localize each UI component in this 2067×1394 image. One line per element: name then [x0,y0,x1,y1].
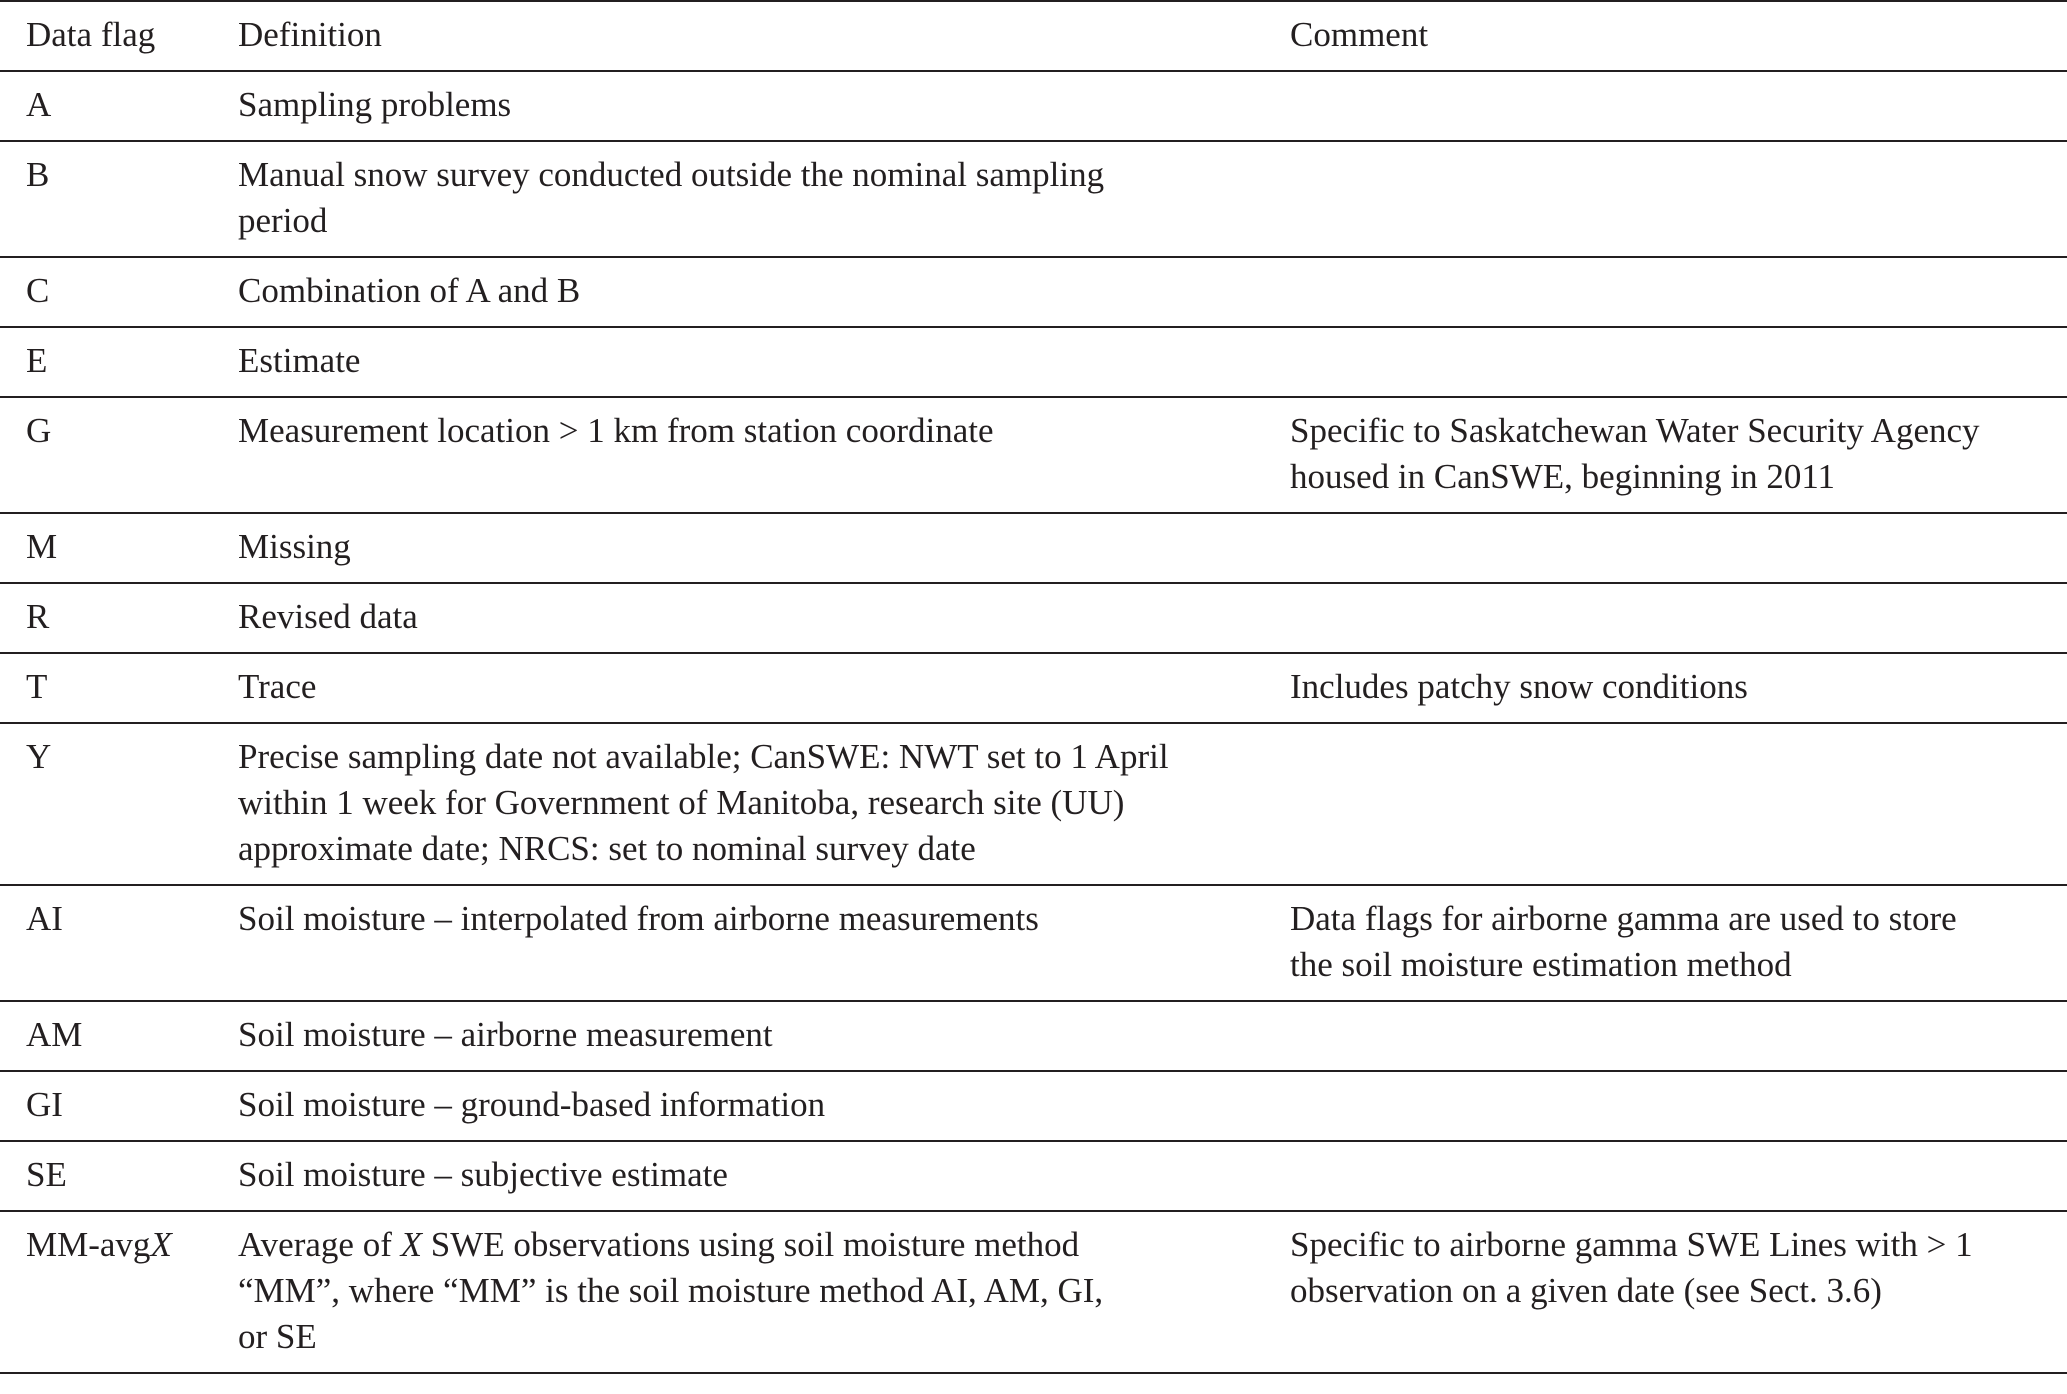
table-row [0,1141,2067,1211]
definition-cell: Measurement location > 1 km from station coordinate [238,411,994,450]
comment-cell [1290,141,2067,257]
header-data-flag: Data flag [26,15,156,54]
definition-variable: X [400,1225,422,1264]
definition-cell: Soil moisture – ground-based information [238,1085,826,1124]
definition-cell: Revised data [238,597,418,636]
flag-variable: X [150,1225,172,1264]
definition-cell: Estimate [238,341,361,380]
definition-cell: Soil moisture – interpolated from airborne measurements [238,899,1039,938]
comment-cell [1290,71,2067,141]
definition-cell: Soil moisture – airborne measurement [238,1015,773,1054]
flag-cell: C [26,271,50,310]
definition-cell: Precise sampling date not available; CanSWE: NWT set to 1 April within 1 week for Government of Manitoba, research site (UU) approximate date; NRCS: set to nominal survey date [238,737,1169,868]
comment-cell [1290,723,2067,885]
table-row [0,513,2067,583]
comment-cell [1290,583,2067,653]
table-row-last [0,1211,2067,1373]
table-row [0,71,2067,141]
table-row [0,327,2067,397]
table-row [0,141,2067,257]
definition-cell: Manual snow survey conducted outside the nominal sampling period [238,155,1105,240]
flag-cell: AM [26,1015,83,1054]
flag-cell: M [26,527,58,566]
definition-cell: Soil moisture – subjective estimate [238,1155,728,1194]
flag-cell: GI [26,1085,63,1124]
comment-cell [1290,257,2067,327]
flag-prefix: MM-avg [26,1225,151,1264]
table-row [0,583,2067,653]
flag-cell: Y [26,737,52,776]
header-comment: Comment [1290,15,1429,54]
flag-cell: R [26,597,50,636]
comment-cell: Specific to Saskatchewan Water Security Agency housed in CanSWE, beginning in 2011 [1290,411,1980,496]
comment-cell [1290,1001,2067,1071]
header-definition: Definition [238,15,382,54]
table-row [0,653,2067,723]
table-header-row [0,1,2067,71]
flag-cell: B [26,155,50,194]
definition-cell: Combination of A and B [238,271,581,310]
table-row [0,885,2067,1001]
definition-cell: Missing [238,527,351,566]
table-row [0,1001,2067,1071]
flag-cell: A [26,85,52,124]
flag-cell [0,1211,238,1373]
definition-prefix: Average of [238,1225,401,1264]
comment-cell [1290,1071,2067,1141]
table-row [0,723,2067,885]
flag-cell: SE [26,1155,67,1194]
table-row [0,257,2067,327]
flag-cell: T [26,667,48,706]
definition-cell: Trace [238,667,317,706]
table-row [0,397,2067,513]
comment-cell: Data flags for airborne gamma are used to store the soil moisture estimation method [1290,899,1957,984]
comment-cell [1290,513,2067,583]
definition-rest: SWE observations using soil moisture method “MM”, where “MM” is the soil moisture method AI, AM, GI, or SE [238,1225,1104,1356]
comment-cell [1290,327,2067,397]
comment-cell: Specific to airborne gamma SWE Lines with > 1 observation on a given date (see Sect. 3.6) [1290,1225,1973,1310]
comment-cell: Includes patchy snow conditions [1290,667,1748,706]
comment-cell [1290,1141,2067,1211]
flag-cell: AI [26,899,63,938]
table-row [0,1071,2067,1141]
definition-cell [238,1211,1290,1373]
flag-cell: G [26,411,52,450]
flag-cell: E [26,341,48,380]
definition-cell: Sampling problems [238,85,512,124]
